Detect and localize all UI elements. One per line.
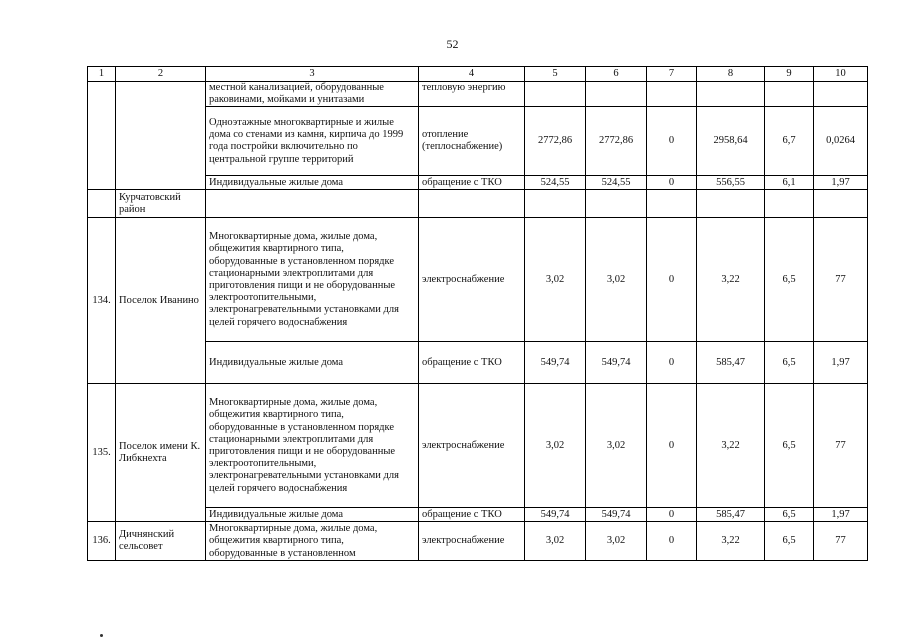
value-cell: 585,47: [697, 342, 765, 384]
row-number: 135.: [88, 384, 116, 522]
service-cell: электроснабжение: [419, 522, 525, 561]
value-cell: 0,0264: [814, 107, 868, 176]
value-cell: 1,97: [814, 342, 868, 384]
housing-type-cell: местной канализацией, оборудованные раковинами, мойками и унитазами: [206, 82, 419, 107]
value-cell: 549,74: [525, 508, 586, 522]
value-cell: 6,5: [765, 342, 814, 384]
value-cell: 0: [647, 522, 697, 561]
value-cell: 1,97: [814, 508, 868, 522]
value-cell: 0: [647, 218, 697, 342]
value-cell: 0: [647, 384, 697, 508]
value-cell: 2772,86: [525, 107, 586, 176]
value-cell: 556,55: [697, 176, 765, 190]
value-cell: [765, 82, 814, 107]
value-cell: 549,74: [586, 508, 647, 522]
housing-type-cell: Многоквартирные дома, жилые дома, общежития квартирного типа, оборудованные в установленном порядке стационарными электроплитами для приготовления пищи и не оборудованные электроотопительными, электронагревательными установками для целей горячего водоснабжения: [206, 384, 419, 508]
settlement-name: Поселок Иванино: [116, 218, 206, 384]
value-cell: 3,02: [525, 218, 586, 342]
table-row: [88, 82, 868, 107]
value-cell: 585,47: [697, 508, 765, 522]
value-cell: 6,5: [765, 522, 814, 561]
header-cell: 6: [586, 67, 647, 82]
header-cell: 5: [525, 67, 586, 82]
value-cell: 0: [647, 508, 697, 522]
header-cell: 7: [647, 67, 697, 82]
header-cell: 4: [419, 67, 525, 82]
housing-type-cell: Многоквартирные дома, жилые дома, общежития квартирного типа, оборудованные в установленном: [206, 522, 419, 561]
table-row: [88, 522, 868, 561]
empty-cell: [765, 190, 814, 218]
empty-cell: [525, 190, 586, 218]
value-cell: [697, 82, 765, 107]
empty-cell: [814, 190, 868, 218]
value-cell: 6,5: [765, 508, 814, 522]
value-cell: 6,1: [765, 176, 814, 190]
value-cell: 3,02: [525, 384, 586, 508]
value-cell: [814, 82, 868, 107]
value-cell: 549,74: [525, 342, 586, 384]
settlement-cell: [116, 82, 206, 190]
value-cell: 3,02: [525, 522, 586, 561]
housing-type-cell: Индивидуальные жилые дома: [206, 342, 419, 384]
page-number: 52: [446, 37, 459, 51]
scan-speck: [100, 634, 103, 637]
service-cell: обращение с ТКО: [419, 176, 525, 190]
header-cell: 9: [765, 67, 814, 82]
empty-cell: [647, 190, 697, 218]
value-cell: 1,97: [814, 176, 868, 190]
service-cell: электроснабжение: [419, 218, 525, 342]
number-cell: [88, 82, 116, 190]
tariff-table: [87, 66, 868, 561]
value-cell: 77: [814, 218, 868, 342]
empty-cell: [586, 190, 647, 218]
value-cell: 524,55: [586, 176, 647, 190]
value-cell: 3,22: [697, 522, 765, 561]
housing-type-cell: Индивидуальные жилые дома: [206, 176, 419, 190]
value-cell: 6,5: [765, 218, 814, 342]
header-cell: 3: [206, 67, 419, 82]
value-cell: [586, 82, 647, 107]
value-cell: 2958,64: [697, 107, 765, 176]
empty-cell: [419, 190, 525, 218]
settlement-name: Дичнянский сельсовет: [116, 522, 206, 561]
service-cell: электроснабжение: [419, 384, 525, 508]
service-cell: обращение с ТКО: [419, 342, 525, 384]
value-cell: 6,5: [765, 384, 814, 508]
value-cell: 3,02: [586, 384, 647, 508]
table-row: [88, 218, 868, 342]
header-cell: 10: [814, 67, 868, 82]
table-header-row: [88, 67, 868, 82]
service-cell: тепловую энергию: [419, 82, 525, 107]
empty-cell: [206, 190, 419, 218]
value-cell: 524,55: [525, 176, 586, 190]
table-row: [88, 384, 868, 508]
value-cell: [525, 82, 586, 107]
service-cell: обращение с ТКО: [419, 508, 525, 522]
value-cell: 6,7: [765, 107, 814, 176]
housing-type-cell: Индивидуальные жилые дома: [206, 508, 419, 522]
service-cell: отопление (теплоснабжение): [419, 107, 525, 176]
empty-cell: [697, 190, 765, 218]
value-cell: 3,02: [586, 218, 647, 342]
row-number: 136.: [88, 522, 116, 561]
value-cell: 77: [814, 384, 868, 508]
header-cell: 8: [697, 67, 765, 82]
value-cell: 0: [647, 342, 697, 384]
district-name: Курчатовский район: [116, 190, 206, 218]
row-number: 134.: [88, 218, 116, 384]
value-cell: 549,74: [586, 342, 647, 384]
value-cell: 0: [647, 176, 697, 190]
header-cell: 1: [88, 67, 116, 82]
housing-type-cell: Многоквартирные дома, жилые дома, общежития квартирного типа, оборудованные в установленном порядке стационарными электроплитами для приготовления пищи и не оборудованные электроотопительными, электронагревательными установками для целей горячего водоснабжения: [206, 218, 419, 342]
value-cell: 77: [814, 522, 868, 561]
value-cell: 0: [647, 107, 697, 176]
header-cell: 2: [116, 67, 206, 82]
settlement-name: Поселок имени К. Либкнехта: [116, 384, 206, 522]
district-row: [88, 190, 868, 218]
value-cell: 3,22: [697, 218, 765, 342]
value-cell: [647, 82, 697, 107]
housing-type-cell: Одноэтажные многоквартирные и жилые дома со стенами из камня, кирпича до 1999 года постройки включительно по центральной группе территорий: [206, 107, 419, 176]
value-cell: 3,22: [697, 384, 765, 508]
value-cell: 2772,86: [586, 107, 647, 176]
number-cell: [88, 190, 116, 218]
value-cell: 3,02: [586, 522, 647, 561]
